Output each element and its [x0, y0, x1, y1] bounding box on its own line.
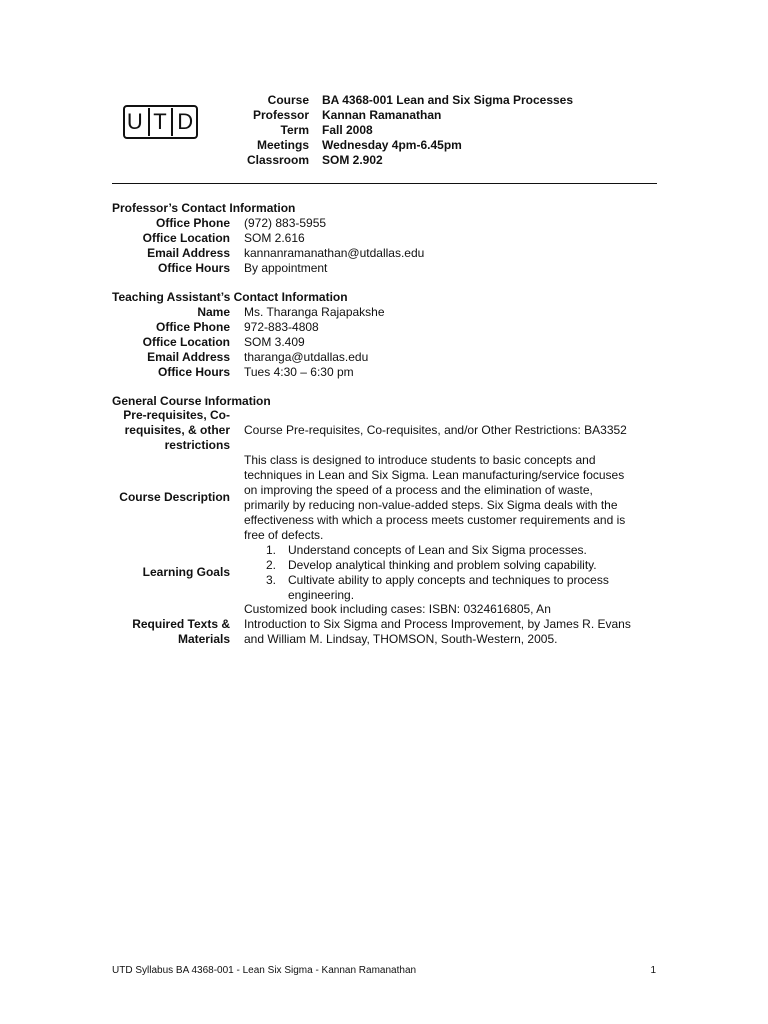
ta-label-office-hours: Office Hours	[157, 365, 230, 379]
header-value-course: BA 4368-001 Lean and Six Sigma Processes	[322, 93, 574, 107]
header-label-term: Term	[280, 123, 309, 137]
ta-value-name: Ms. Tharanga Rajapakshe	[244, 305, 385, 319]
required-texts-line: Introduction to Six Sigma and Process Improvement, by James R. Evans	[244, 617, 631, 631]
required-texts-label-line1: Required Texts &	[132, 617, 230, 631]
required-texts-line: and William M. Lindsay, THOMSON, South-Western, 2005.	[244, 632, 558, 646]
goal-text: Cultivate ability to apply concepts and techniques to process engineering.	[288, 573, 609, 602]
description-line: free of defects.	[244, 528, 324, 542]
prof-label-office-hours: Office Hours	[157, 261, 230, 275]
required-texts-text	[244, 602, 664, 647]
required-texts-label-line2: Materials	[177, 632, 230, 646]
header-label-course: Course	[267, 93, 309, 107]
goal-number: 3.	[266, 573, 277, 587]
prof-label-office-location: Office Location	[142, 231, 230, 245]
goal-text: Develop analytical thinking and problem solving capability.	[288, 558, 597, 572]
learning-goals-label: Learning Goals	[142, 565, 230, 579]
description-line: This class is designed to introduce students to basic concepts and	[244, 453, 596, 467]
description-line: on improving the speed of a process and the elimination of waste,	[244, 483, 593, 497]
header-label-meetings: Meetings	[256, 138, 309, 152]
ta-label-email: Email Address	[147, 350, 230, 364]
ta-value-office-location: SOM 3.409	[244, 335, 305, 349]
prereq-label-line2: requisites, & other	[124, 423, 230, 437]
header-value-classroom: SOM 2.902	[322, 153, 383, 167]
goal-number: 2.	[266, 558, 277, 572]
learning-goal-item	[244, 573, 644, 603]
learning-goals-list	[244, 543, 644, 603]
logo-letter-t: T	[153, 109, 168, 134]
prereq-label-line1: Pre-requisites, Co-	[123, 408, 230, 422]
logo-divider	[148, 108, 150, 136]
learning-goal-item	[244, 558, 644, 573]
course-description-text	[244, 453, 664, 543]
general-info-title: General Course Information	[112, 394, 271, 408]
prof-value-email: kannanramanathan@utdallas.edu	[244, 246, 425, 260]
ta-label-name: Name	[197, 305, 230, 319]
description-line: techniques in Lean and Six Sigma. Lean manufacturing/service focuses	[244, 468, 625, 482]
header-divider	[112, 183, 657, 184]
header-label-professor: Professor	[252, 108, 309, 122]
required-texts-line: Customized book including cases: ISBN: 0324616805, An	[244, 602, 551, 616]
professor-contact-title: Professor’s Contact Information	[112, 201, 296, 215]
description-line: primarily by reducing non-value-added steps. Six Sigma deals with the	[244, 498, 618, 512]
prof-label-office-phone: Office Phone	[155, 216, 230, 230]
ta-label-office-location: Office Location	[142, 335, 230, 349]
header-value-meetings: Wednesday 4pm-6.45pm	[322, 138, 462, 152]
prof-value-office-location: SOM 2.616	[244, 231, 305, 245]
description-line: effectiveness with which a process meets customer requirements and is	[244, 513, 626, 527]
header-label-classroom: Classroom	[246, 153, 309, 167]
learning-goal-item	[244, 543, 644, 558]
ta-value-office-hours: Tues 4:30 – 6:30 pm	[244, 365, 354, 379]
prereq-value: Course Pre-requisites, Co-requisites, and/or Other Restrictions: BA3352	[244, 423, 627, 437]
prof-value-office-hours: By appointment	[244, 261, 328, 275]
footer-text: UTD Syllabus BA 4368-001 - Lean Six Sigma - Kannan Ramanathan	[112, 965, 417, 976]
prof-value-office-phone: (972) 883-5955	[244, 216, 327, 230]
page-number: 1	[650, 965, 656, 976]
ta-value-email: tharanga@utdallas.edu	[244, 350, 369, 364]
goal-text: Understand concepts of Lean and Six Sigma processes.	[288, 543, 587, 557]
header-value-professor: Kannan Ramanathan	[322, 108, 442, 122]
logo-letter-u: U	[126, 109, 144, 134]
logo-letter-d: D	[177, 109, 195, 134]
ta-label-office-phone: Office Phone	[155, 320, 230, 334]
header-value-term: Fall 2008	[322, 123, 373, 137]
ta-contact-title: Teaching Assistant’s Contact Information	[112, 290, 348, 304]
ta-value-office-phone: 972-883-4808	[244, 320, 319, 334]
goal-number: 1.	[266, 543, 277, 557]
course-description-label: Course Description	[119, 490, 230, 504]
prereq-label-line3: restrictions	[164, 438, 230, 452]
prof-label-email: Email Address	[147, 246, 230, 260]
